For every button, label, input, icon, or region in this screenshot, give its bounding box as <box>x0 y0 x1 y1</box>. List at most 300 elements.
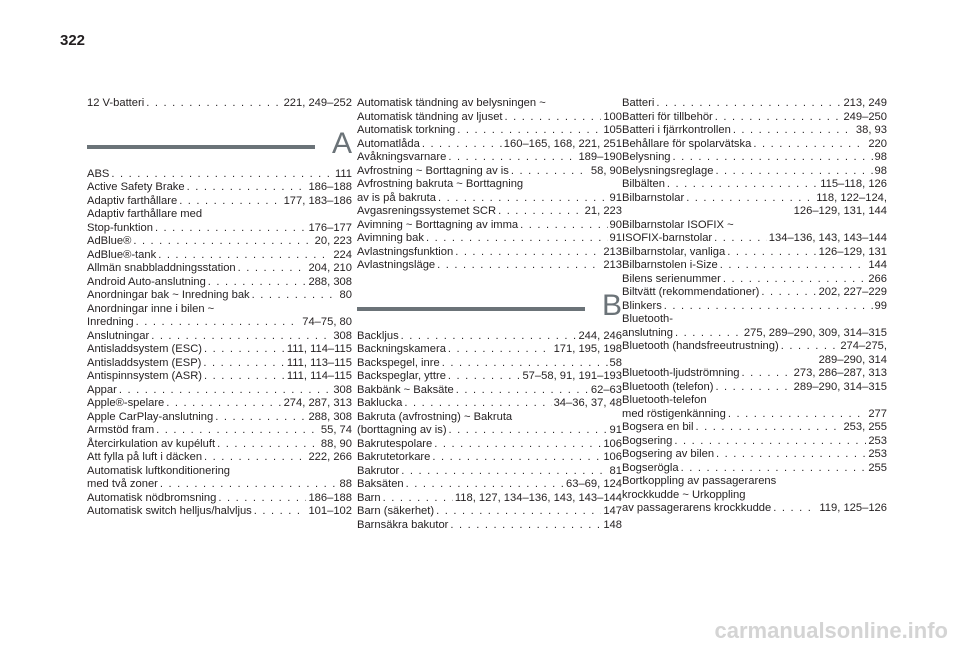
entry-pages: 213 <box>603 259 622 271</box>
entry-pages: 204, 210 <box>308 262 352 274</box>
entry-label: krockkudde ~ Urkoppling <box>622 488 746 501</box>
entry-pages: 308 <box>333 329 352 342</box>
dot-leader <box>404 397 551 411</box>
index-entry <box>357 438 622 452</box>
dot-leader <box>667 178 818 192</box>
index-entry <box>87 438 352 452</box>
entry-label: Barnsäkra bakutor <box>357 518 449 531</box>
entry-pages: 222, 266 <box>308 451 352 463</box>
dot-leader <box>733 124 854 138</box>
entry-pages: 118, 127, 134–136, 143, 143–144 <box>454 491 622 504</box>
entry-label: Antisladdsystem (ESC) <box>87 343 203 355</box>
entry-label: Baksäten <box>357 478 404 490</box>
entry-pages: 111, 114–115 <box>286 370 352 382</box>
entry-pages: 106 <box>603 451 622 463</box>
dot-leader <box>498 205 583 219</box>
entry-label: Barn (säkerhet) <box>357 505 435 517</box>
entry-pages: 177, 183–186 <box>283 194 352 207</box>
index-entry <box>622 286 887 300</box>
index-entry-heading <box>622 475 887 489</box>
index-entry-heading <box>622 219 887 233</box>
entry-pages: 221, 249–252 <box>283 97 352 109</box>
entry-label: Batteri för tillbehör <box>622 110 713 123</box>
entry-pages: 62–63 <box>590 383 622 396</box>
index-entry <box>357 151 622 165</box>
entry-label: Anordningar bak ~ Inredning bak <box>87 289 250 301</box>
dot-leader <box>727 246 816 260</box>
entry-pages: 105 <box>603 124 622 136</box>
dot-leader <box>151 330 331 344</box>
entry-pages: 126–129, 131, 144 <box>793 205 887 217</box>
index-entry <box>87 195 352 209</box>
dot-leader <box>696 421 842 435</box>
index-entry <box>357 357 622 371</box>
index-column-2 <box>357 97 622 532</box>
dot-leader <box>215 411 306 425</box>
entry-label: Bilbälten <box>622 178 665 190</box>
entry-pages: 115–118, 126 <box>820 178 887 190</box>
entry-pages: 74–75, 80 <box>302 316 352 328</box>
entry-label: Bogsering <box>622 434 673 447</box>
entry-label: Automatisk luftkonditionering <box>87 464 231 477</box>
index-entry <box>87 343 352 357</box>
entry-label: av is på bakruta <box>357 191 436 204</box>
index-entry <box>357 192 622 206</box>
entry-label: Backspegel, inre <box>357 356 440 369</box>
dot-leader <box>426 232 608 246</box>
entry-label: Anslutningar <box>87 329 150 342</box>
entry-pages: 275, 289–290, 309, 314–315 <box>743 326 887 339</box>
dot-leader <box>406 478 564 492</box>
entry-pages: 100 <box>603 110 622 123</box>
entry-pages: 90 <box>609 218 622 231</box>
entry-label: ISOFIX-barnstolar <box>622 232 713 244</box>
dot-leader <box>401 465 607 479</box>
entry-pages: 144 <box>868 259 887 271</box>
index-entry <box>87 451 352 465</box>
index-entry <box>622 421 887 435</box>
dot-leader <box>238 262 307 276</box>
entry-pages: 111, 114–115 <box>286 343 352 355</box>
index-entry <box>87 276 352 290</box>
index-entry <box>622 165 887 179</box>
entry-label: Avgasreningssystemet SCR <box>357 205 497 217</box>
entry-label: med två zoner <box>87 478 158 490</box>
entry-pages: 34–36, 37, 48 <box>553 397 622 409</box>
index-entry <box>357 492 622 506</box>
entry-pages: 160–165, 168, 221, 251 <box>503 137 622 150</box>
entry-pages: 189–190 <box>578 151 622 163</box>
entry-pages: 57–58, 91, 191–193 <box>522 370 622 382</box>
index-entry <box>622 192 887 206</box>
dot-leader <box>450 519 601 533</box>
index-entry-heading <box>622 489 887 503</box>
section-header-a <box>87 126 352 160</box>
dot-leader <box>437 259 601 273</box>
index-entry <box>622 327 887 341</box>
index-entry <box>357 165 622 179</box>
dot-leader <box>434 438 601 452</box>
dot-leader <box>455 246 601 260</box>
index-entry <box>87 370 352 384</box>
entry-label: Bogsering av bilen <box>622 448 715 460</box>
index-entry <box>622 435 887 449</box>
dot-leader <box>254 505 307 519</box>
entry-label: Adaptiv farthållare med <box>87 208 203 220</box>
index-entry <box>87 289 352 303</box>
entry-pages: 148 <box>603 518 622 531</box>
entry-label: anslutning <box>622 326 674 339</box>
index-entry <box>357 111 622 125</box>
entry-label: Avimning ~ Borttagning av imma <box>357 218 519 231</box>
dot-leader <box>155 222 307 236</box>
entry-label: Bluetooth-telefon <box>622 394 707 406</box>
entry-label: Antispinnsystem (ASR) <box>87 370 203 382</box>
entry-pages: 274–275, <box>840 340 887 352</box>
index-entry <box>87 384 352 398</box>
entry-pages: 288, 308 <box>308 275 352 288</box>
dot-leader <box>448 370 521 384</box>
entry-pages: 220 <box>868 137 887 150</box>
index-entry <box>87 316 352 330</box>
index-entry <box>87 168 352 182</box>
dot-leader <box>204 370 285 384</box>
entry-label: Armstöd fram <box>87 424 155 436</box>
entry-pages: 176–177 <box>308 221 352 234</box>
dot-leader <box>438 192 608 206</box>
dot-leader <box>204 343 285 357</box>
entry-label: Backljus <box>357 329 399 342</box>
entry-label: Automatisk tändning av belysningen ~ <box>357 97 546 109</box>
entry-label: Apple®-spelare <box>87 397 165 409</box>
dot-leader <box>146 97 281 111</box>
entry-label: Bilbarnstolar, vanliga <box>622 245 726 258</box>
entry-label: Automatisk nödbromsning <box>87 491 217 504</box>
entry-pages: 288, 308 <box>308 410 352 423</box>
index-entry <box>87 235 352 249</box>
index-entry <box>622 246 887 260</box>
entry-label: AdBlue® <box>87 235 132 247</box>
entry-label: Avlastningsfunktion <box>357 245 454 258</box>
index-entry <box>622 448 887 462</box>
dot-leader <box>133 235 312 249</box>
index-entry <box>357 219 622 233</box>
dot-leader <box>715 111 842 125</box>
index-entry-heading <box>622 394 887 408</box>
entry-pages: 213 <box>603 245 622 258</box>
entry-pages: 58, 90 <box>590 164 622 177</box>
index-entry <box>357 424 622 438</box>
entry-pages: 119, 125–126 <box>819 502 887 514</box>
entry-label: med röstigenkänning <box>622 407 726 420</box>
index-entry <box>357 124 622 138</box>
index-entry <box>622 232 887 246</box>
dot-leader <box>111 168 333 182</box>
entry-label: Bakrutor <box>357 464 400 477</box>
entry-pages: 253 <box>868 434 887 447</box>
index-entry <box>622 340 887 354</box>
index-entry-heading <box>87 208 352 222</box>
entry-label: Bluetooth-ljudströmning <box>622 367 740 379</box>
index-entry <box>357 343 622 357</box>
dot-leader <box>753 138 866 152</box>
dot-leader <box>449 424 608 438</box>
dot-leader <box>720 259 867 273</box>
index-entry <box>87 397 352 411</box>
dot-leader <box>511 165 589 179</box>
dot-leader <box>728 408 866 422</box>
entry-label: Återcirkulation av kupéluft <box>87 437 216 450</box>
dot-leader <box>716 448 866 462</box>
entry-label: Automatisk torkning <box>357 124 456 136</box>
dot-leader <box>158 249 331 263</box>
entry-pages: 266 <box>868 272 887 285</box>
entry-pages: 186–188 <box>308 491 352 504</box>
entry-pages: 118, 122–124, <box>816 191 887 204</box>
dot-leader <box>448 151 576 165</box>
dot-leader <box>156 424 319 438</box>
dot-leader <box>673 151 873 165</box>
entry-pages: 147 <box>603 505 622 517</box>
index-entry <box>622 178 887 192</box>
entry-pages: 249–250 <box>843 110 887 123</box>
dot-leader <box>675 327 742 341</box>
entry-label: Backspeglar, yttre <box>357 370 446 382</box>
index-entry <box>622 502 887 516</box>
entry-label: Stop-funktion <box>87 221 153 234</box>
entry-label: Bilens serienummer <box>622 272 721 285</box>
entry-pages: 80 <box>339 289 352 301</box>
index-entry <box>357 205 622 219</box>
entry-pages: 244, 246 <box>578 329 622 342</box>
entry-label: Avfrostning bakruta ~ Borttagning <box>357 178 524 190</box>
dot-leader <box>761 286 816 300</box>
entry-pages: 21, 223 <box>584 205 622 217</box>
entry-label: Blinkers <box>622 299 662 312</box>
section-header-b <box>357 288 622 322</box>
index-entry <box>357 519 622 533</box>
entry-label: Bluetooth (telefon) <box>622 380 714 393</box>
index-entry-heading <box>87 465 352 479</box>
entry-pages: 289–290, 314 <box>818 353 887 366</box>
index-entry <box>87 492 352 506</box>
entry-label: Avimning bak <box>357 232 424 244</box>
dot-leader <box>773 502 817 516</box>
entry-pages: 224 <box>333 248 352 261</box>
index-entry <box>87 424 352 438</box>
entry-label: Avlastningsläge <box>357 259 436 271</box>
dot-leader <box>160 478 338 492</box>
dot-leader <box>715 381 791 395</box>
index-entry <box>357 505 622 519</box>
dot-leader <box>723 273 866 287</box>
entry-pages: 91 <box>609 424 622 436</box>
index-entry <box>357 330 622 344</box>
entry-label: Backningskamera <box>357 343 446 355</box>
entry-label: Behållare för spolarvätska <box>622 137 752 150</box>
index-entry <box>357 465 622 479</box>
entry-label: Bakbänk ~ Baksäte <box>357 383 454 396</box>
index-entry <box>87 97 352 111</box>
entry-pages: 91 <box>609 191 622 204</box>
index-entry <box>87 478 352 492</box>
entry-pages: 111 <box>334 167 352 180</box>
entry-pages: 213, 249 <box>843 97 887 109</box>
index-entry-continuation <box>622 205 887 219</box>
entry-label: Automatisk tändning av ljuset <box>357 110 503 123</box>
index-entry-continuation <box>622 354 887 368</box>
dot-leader <box>742 367 792 381</box>
dot-leader <box>674 435 866 449</box>
section-letter: B <box>601 288 622 322</box>
entry-label: Belysning <box>622 151 671 163</box>
dot-leader <box>715 165 872 179</box>
entry-label: Belysningsreglage <box>622 164 714 177</box>
entry-pages: 99 <box>874 299 887 312</box>
entry-label: Adaptiv farthållare <box>87 194 178 207</box>
entry-label: (borttagning av is) <box>357 424 447 436</box>
index-entry <box>622 124 887 138</box>
index-entry <box>87 249 352 263</box>
entry-label: Bilbarnstolar ISOFIX ~ <box>622 218 734 231</box>
entry-pages: 171, 195, 198 <box>553 343 622 355</box>
entry-label: Android Auto-anslutning <box>87 275 206 288</box>
index-entry <box>357 384 622 398</box>
dot-leader <box>252 289 338 303</box>
index-entry <box>357 259 622 273</box>
index-entry <box>87 411 352 425</box>
index-entry <box>622 259 887 273</box>
dot-leader <box>505 111 602 125</box>
entry-label: Bogsera en bil <box>622 421 694 433</box>
entry-label: Batteri i fjärrkontrollen <box>622 124 731 136</box>
index-entry <box>87 330 352 344</box>
dot-leader <box>442 357 608 371</box>
dot-leader <box>448 343 552 357</box>
index-entry <box>622 151 887 165</box>
entry-label: Batteri <box>622 97 655 109</box>
entry-pages: 134–136, 143, 143–144 <box>768 232 887 244</box>
entry-label: Automatisk switch helljus/halvljus <box>87 505 252 517</box>
entry-pages: 20, 223 <box>314 235 352 247</box>
section-rule <box>357 307 585 311</box>
index-entry <box>622 381 887 395</box>
page-number: 322 <box>60 32 86 49</box>
entry-label: Biltvätt (rekommendationer) <box>622 286 760 298</box>
entry-label: Antisladdsystem (ESP) <box>87 356 202 369</box>
dot-leader <box>136 316 301 330</box>
entry-label: Allmän snabbladdningsstation <box>87 262 236 274</box>
entry-pages: 98 <box>874 151 887 163</box>
entry-label: Bilbarnstolar <box>622 191 685 204</box>
index-entry <box>622 138 887 152</box>
entry-pages: 106 <box>603 437 622 450</box>
dot-leader <box>432 451 601 465</box>
entry-pages: 255 <box>868 461 887 474</box>
entry-pages: 55, 74 <box>320 424 352 436</box>
index-entry <box>622 111 887 125</box>
entry-label: Bluetooth- <box>622 313 673 325</box>
dot-leader <box>520 219 607 233</box>
index-entry <box>622 97 887 111</box>
index-entry <box>622 367 887 381</box>
entry-label: AdBlue®-tank <box>87 248 157 261</box>
dot-leader <box>457 124 601 138</box>
index-entry <box>357 397 622 411</box>
index-entry <box>357 138 622 152</box>
dot-leader <box>208 276 307 290</box>
dot-leader <box>383 492 453 506</box>
entry-pages: 308 <box>333 383 352 396</box>
entry-pages: 38, 93 <box>855 124 887 136</box>
dot-leader <box>781 340 839 354</box>
dot-leader <box>714 232 767 246</box>
dot-leader <box>456 384 589 398</box>
index-entry <box>87 222 352 236</box>
dot-leader <box>179 195 281 209</box>
entry-label: Bakrutespolare <box>357 437 433 450</box>
entry-pages: 289–290, 314–315 <box>793 380 887 393</box>
index-entry <box>622 462 887 476</box>
entry-label: Active Safety Brake <box>87 181 185 193</box>
watermark: carmanualsonline.info <box>714 618 948 643</box>
index-entry-heading <box>87 303 352 317</box>
entry-label: av passagerarens krockkudde <box>622 502 772 514</box>
entry-pages: 126–129, 131 <box>818 245 887 258</box>
entry-pages: 273, 286–287, 313 <box>793 367 887 379</box>
entry-label: Automatlåda <box>357 137 420 150</box>
entry-pages: 111, 113–115 <box>286 356 352 369</box>
index-entry <box>357 478 622 492</box>
index-entry <box>87 262 352 276</box>
dot-leader <box>166 397 281 411</box>
dot-leader <box>686 192 814 206</box>
entry-pages: 88 <box>339 478 352 490</box>
entry-label: 12 V-batteri <box>87 97 145 109</box>
dot-leader <box>187 181 307 195</box>
index-entry <box>357 246 622 260</box>
dot-leader <box>422 138 502 152</box>
entry-label: Att fylla på luft i däcken <box>87 451 203 463</box>
index-column-3 <box>622 97 887 516</box>
entry-pages: 277 <box>868 407 887 420</box>
entry-pages: 81 <box>609 464 622 477</box>
entry-label: Bogserögla <box>622 461 679 474</box>
index-entry <box>357 370 622 384</box>
index-entry-heading <box>622 313 887 327</box>
entry-pages: 202, 227–229 <box>818 286 887 298</box>
entry-label: Apple CarPlay-anslutning <box>87 410 214 423</box>
index-entry-heading <box>357 178 622 192</box>
entry-pages: 63–69, 124 <box>566 478 622 490</box>
entry-label: Bakrutetorkare <box>357 451 431 463</box>
entry-label: Bortkoppling av passagerarens <box>622 475 777 487</box>
index-entry-heading <box>357 97 622 111</box>
entry-pages: 98 <box>874 164 887 177</box>
index-entry <box>622 273 887 287</box>
entry-label: Appar <box>87 383 117 396</box>
entry-label: Inredning <box>87 316 134 328</box>
entry-label: Avåkningsvarnare <box>357 151 447 163</box>
entry-pages: 88, 90 <box>320 437 352 450</box>
dot-leader <box>217 438 319 452</box>
index-entry <box>87 505 352 519</box>
entry-label: Bilbarnstolen i-Size <box>622 259 718 271</box>
dot-leader <box>664 300 873 314</box>
dot-leader <box>656 97 841 111</box>
section-letter: A <box>331 126 352 160</box>
index-entry-heading <box>357 411 622 425</box>
